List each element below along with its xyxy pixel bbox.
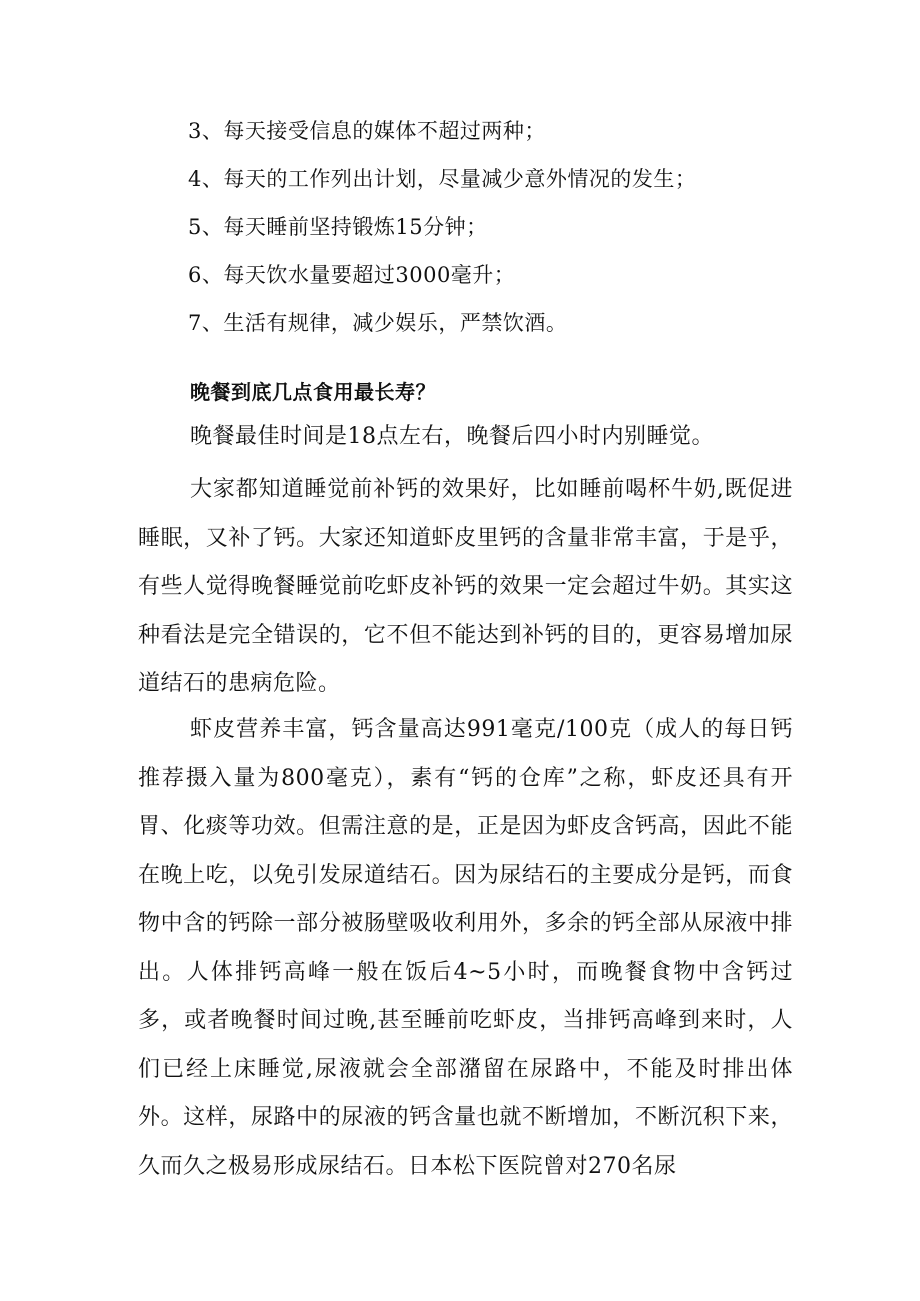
- list-item-3: 3、每天接受信息的媒体不超过两种；: [188, 119, 546, 143]
- section-heading: 晚餐到底几点食用最长寿？: [190, 380, 436, 404]
- intro-line: 晚餐最佳时间是18点左右，晚餐后四小时内别睡觉。: [190, 424, 714, 449]
- paragraph-calcium-milk: 大家都知道睡觉前补钙的效果好，比如睡前喝杯牛奶,既促进睡眠，又补了钙。大家还知道虾皮里钙的含量非常丰富，于是乎，有些人觉得晚餐睡觉前吃虾皮补钙的效果一定会超过牛奶。其实这种看法是完全错误的，它不但不能达到补钙的目的，更容易增加尿道结石的患病危险。: [138, 477, 793, 696]
- list-item-7: 7、生活有规律，减少娱乐，严禁饮酒。: [188, 311, 568, 335]
- list-item-6: 6、每天饮水量要超过3000毫升；: [188, 263, 516, 287]
- list-item-5: 5、每天睡前坚持锻炼15分钟；: [188, 215, 488, 239]
- list-item-4: 4、每天的工作列出计划，尽量减少意外情况的发生；: [188, 167, 697, 191]
- paragraph-shrimp-skin: 虾皮营养丰富，钙含量高达991毫克/100克（成人的每日钙推荐摄入量为800毫克），素有“钙的仓库”之称，虾皮还具有开胃、化痰等功效。但需注意的是，正是因为虾皮含钙高，因此不能在晚上吃，以免引发尿道结石。因为尿结石的主要成分是钙，而食物中含的钙除一部分被肠壁吸收利用外，多余的钙全部从尿液中排出。人体排钙高峰一般在饭后4~5小时，而晚餐食物中含钙过多，或者晚餐时间过晚,甚至睡前吃虾皮，当排钙高峰到来时，人们已经上床睡觉,尿液就会全部潴留在尿路中，不能及时排出体外。这样，尿路中的尿液的钙含量也就不断增加，不断沉积下来，久而久之极易形成尿结石。日本松下医院曾对270名尿: [138, 717, 793, 1179]
